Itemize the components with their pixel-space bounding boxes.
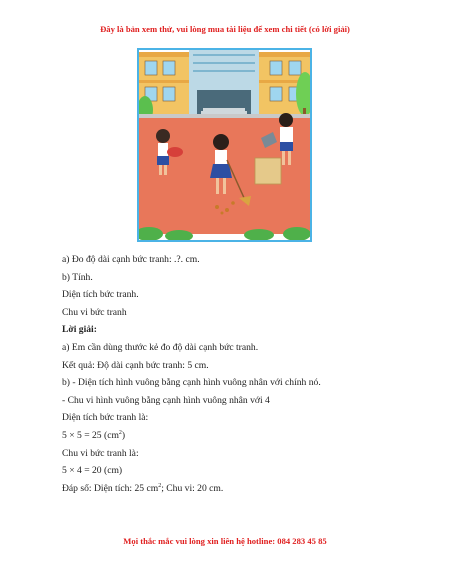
perimeter-label: Chu vi bức tranh là: bbox=[62, 447, 139, 459]
solution-result: Kết quả: Độ dài cạnh bức tranh: 5 cm. bbox=[62, 359, 209, 371]
final-answer: Đáp số: Diện tích: 25 $cm^2$; Chu vi: 20 cm. bbox=[62, 482, 224, 494]
solution-heading: Lời giải: bbox=[62, 324, 97, 336]
area-label: Diện tích bức tranh là: bbox=[62, 412, 149, 424]
solution-b-area-rule: b) - Diện tích hình vuông bằng cạnh hình vuông nhân với chính nó. bbox=[62, 377, 321, 389]
question-area: Diện tích bức tranh. bbox=[62, 289, 139, 301]
perimeter-calculation: 5 × 4 = 20 (cm) bbox=[62, 465, 123, 477]
schoolyard-illustration bbox=[137, 48, 312, 242]
hotline-notice: Mọi thắc mắc vui lòng xin liên hệ hotline: 084 283 45 85 bbox=[123, 536, 327, 546]
preview-notice: Đây là bản xem thử, vui lòng mua tài liệu để xem chi tiết (có lời giải) bbox=[100, 24, 350, 34]
question-perimeter: Chu vi bức tranh bbox=[62, 306, 127, 318]
exercise-content bbox=[62, 251, 402, 497]
question-a: a) Đo độ dài cạnh bức tranh: .?. cm. bbox=[62, 254, 200, 265]
solution-a: a) Em cần dùng thước kẻ đo độ dài cạnh bức tranh. bbox=[62, 341, 259, 353]
solution-b-perimeter-rule: - Chu vi hình vuông bằng cạnh hình vuông nhân với 4 bbox=[62, 394, 270, 406]
area-calculation: 5 × 5 = 25 $(cm^2)$ bbox=[62, 429, 126, 441]
question-b: b) Tính. bbox=[62, 271, 93, 283]
